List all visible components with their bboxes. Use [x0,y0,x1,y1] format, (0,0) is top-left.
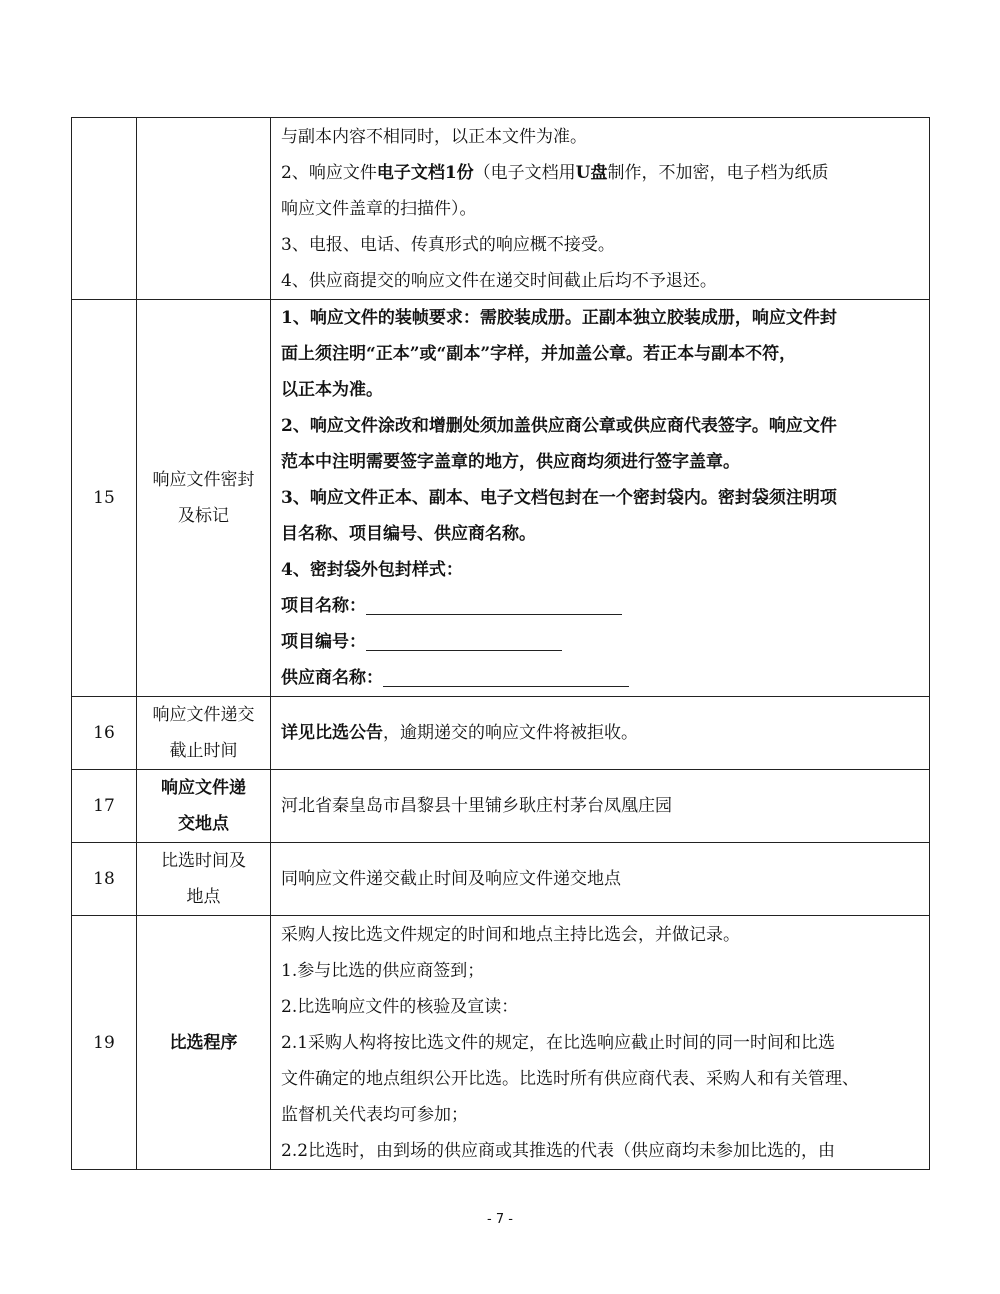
blank-line [366,628,562,651]
project-number-field: 项目编号： [281,624,921,660]
blank-line [383,664,629,687]
project-name-field: 项目名称： [281,588,921,624]
content-line: 2.1采购人构将按比选文件的规定，在比选响应截止时间的同一时间和比选 [281,1032,836,1053]
row-number: 16 [72,697,137,770]
content-line: 1、响应文件的装帧要求：需胶装成册。正副本独立胶装成册，响应文件封 [281,308,837,328]
row-content: 河北省秦皇岛市昌黎县十里铺乡耿庄村茅台凤凰庄园 [271,770,930,843]
blank-line [366,592,622,615]
content-line: 范本中注明需要签字盖章的地方，供应商均须进行签字盖章。 [281,452,740,472]
row-number: 18 [72,843,137,916]
row-name: 响应文件递交地点 [161,778,246,834]
content-line: 3、响应文件正本、副本、电子文档包封在一个密封袋内。密封袋须注明项 [281,488,837,508]
row-content [271,118,930,300]
content-line: 4、密封袋外包封样式： [281,560,463,580]
content-line: 2.2比选时，由到场的供应商或其推选的代表（供应商均未参加比选的，由 [281,1140,836,1161]
table-row [72,843,930,916]
procurement-table [71,117,930,1170]
content-line: 2.比选响应文件的核验及宣读： [281,996,519,1017]
content-line: 2、响应文件电子文档1份（电子文档用U盘制作，不加密，电子档为纸质 [281,162,829,183]
row-number: 17 [72,770,137,843]
content-line: 采购人按比选文件规定的时间和地点主持比选会，并做记录。 [281,924,740,945]
table-row [72,916,930,1170]
supplier-name-field: 供应商名称： [281,660,921,696]
content-line: 以正本为准。 [281,380,383,400]
content-line: 目名称、项目编号、供应商名称。 [281,524,536,544]
row-content: 详见比选公告，逾期递交的响应文件将被拒收。 [271,697,930,770]
content-line: 监督机关代表均可参加； [281,1104,468,1125]
content-line: 响应文件盖章的扫描件）。 [281,198,477,219]
content-line: 1.参与比选的供应商签到； [281,960,485,981]
row-name: 响应文件递交截止时间 [152,705,255,761]
row-name: 响应文件密封及标记 [152,470,255,526]
row-content [271,916,930,1170]
table-row [72,770,930,843]
content-line: 与副本内容不相同时，以正本文件为准。 [281,126,587,147]
row-content [271,300,930,697]
row-content: 同响应文件递交截止时间及响应文件递交地点 [271,843,930,916]
content-line: 文件确定的地点组织公开比选。比选时所有供应商代表、采购人和有关管理、 [281,1068,859,1089]
table-row [72,118,930,300]
content-line: 2、响应文件涂改和增删处须加盖供应商公章或供应商代表签字。响应文件 [281,416,837,436]
table-row [72,697,930,770]
content-line: 面上须注明“正本”或“副本”字样，并加盖公章。若正本与副本不符， [281,344,797,364]
content-line: 4、供应商提交的响应文件在递交时间截止后均不予退还。 [281,270,717,291]
row-number: 19 [72,916,137,1170]
page-number: - 7 - [487,1212,513,1227]
table-row [72,300,930,697]
row-name [137,118,271,300]
row-number: 15 [72,300,137,697]
content-line: 3、电报、电话、传真形式的响应概不接受。 [281,234,615,255]
row-number [72,118,137,300]
row-name: 比选程序 [137,916,271,1170]
row-name: 比选时间及地点 [161,851,246,907]
